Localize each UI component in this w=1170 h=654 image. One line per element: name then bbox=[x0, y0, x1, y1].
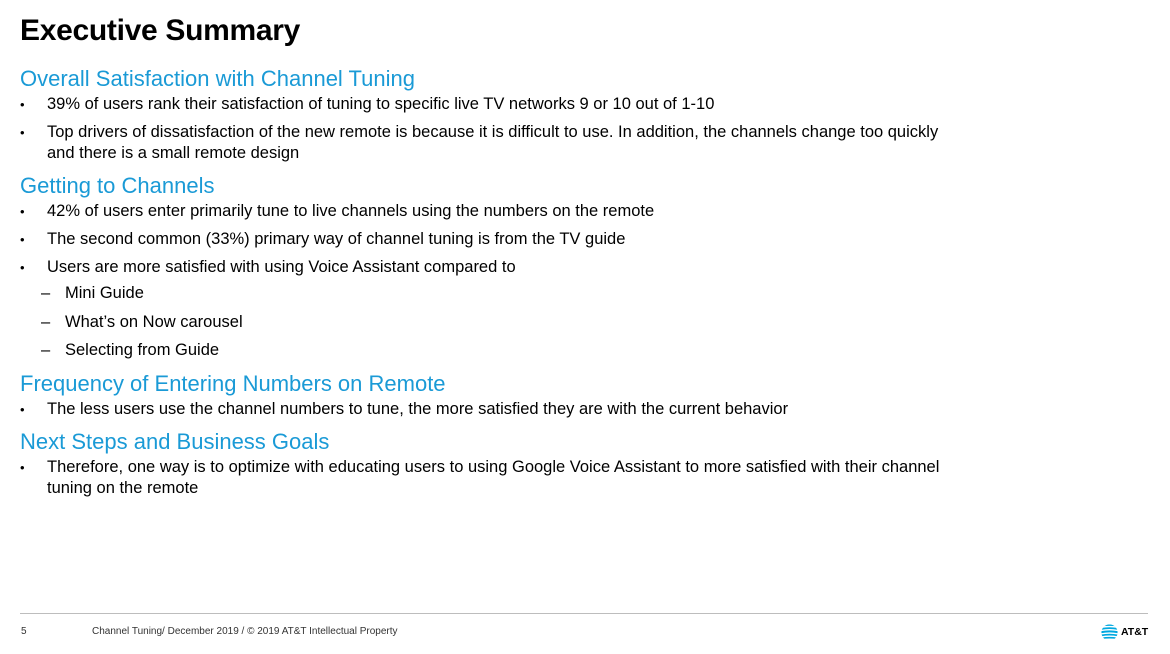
section-frequency-numbers bbox=[20, 369, 960, 420]
bullet-marker: • bbox=[20, 97, 25, 112]
slide-content bbox=[20, 64, 960, 506]
bullet-item bbox=[20, 229, 960, 250]
att-logo bbox=[1101, 623, 1148, 641]
bullet-marker: • bbox=[20, 401, 25, 417]
sub-bullet-text: Mini Guide bbox=[65, 284, 144, 302]
att-logo-text: AT&T bbox=[1121, 626, 1149, 638]
bullet-item bbox=[20, 122, 960, 164]
dash-marker: – bbox=[41, 312, 51, 331]
sub-bullet-item bbox=[20, 283, 960, 304]
dash-marker: – bbox=[41, 341, 51, 359]
bullet-marker: • bbox=[20, 232, 25, 247]
sub-bullet-item bbox=[20, 340, 960, 361]
bullet-text: Top drivers of dissatisfaction of the new remote is because it is difficult to use. In addition, the channels change too quickly and there is a small remote design bbox=[47, 123, 939, 162]
sub-bullet-text: Selecting from Guide bbox=[65, 341, 220, 359]
bullet-marker: • bbox=[20, 260, 25, 275]
bullet-marker: • bbox=[20, 459, 25, 475]
bullet-list bbox=[20, 201, 960, 278]
footer-divider bbox=[20, 613, 1148, 614]
sub-bullet-item bbox=[20, 312, 960, 333]
sub-bullet-text: What’s on Now carousel bbox=[65, 312, 243, 331]
section-heading: Frequency of Entering Numbers on Remote bbox=[20, 370, 446, 396]
section-heading: Next Steps and Business Goals bbox=[20, 428, 330, 454]
bullet-item bbox=[20, 457, 960, 499]
bullet-item bbox=[20, 399, 960, 420]
bullet-list bbox=[20, 399, 960, 420]
section-overall-satisfaction bbox=[20, 64, 960, 164]
att-globe-icon bbox=[1101, 624, 1118, 641]
bullet-item bbox=[20, 201, 960, 222]
bullet-marker: • bbox=[20, 204, 25, 219]
bullet-text: The second common (33%) primary way of channel tuning is from the TV guide bbox=[47, 230, 626, 248]
dash-marker: – bbox=[41, 284, 51, 302]
bullet-text: The less users use the channel numbers to tune, the more satisfied they are with the current behavior bbox=[47, 399, 789, 418]
bullet-marker: • bbox=[20, 125, 25, 140]
slide-title: Executive Summary bbox=[20, 14, 301, 47]
section-heading: Overall Satisfaction with Channel Tuning bbox=[20, 66, 415, 91]
bullet-list bbox=[20, 457, 960, 499]
bullet-item bbox=[20, 94, 960, 115]
section-getting-to-channels bbox=[20, 171, 960, 361]
bullet-list bbox=[20, 94, 960, 164]
section-next-steps bbox=[20, 427, 960, 499]
bullet-text: Users are more satisfied with using Voice Assistant compared to bbox=[47, 258, 516, 276]
bullet-text: Therefore, one way is to optimize with educating users to using Google Voice Assistant to more satisfied with their channel tuning on the remote bbox=[47, 457, 940, 497]
page-number: 5 bbox=[21, 626, 27, 637]
bullet-text: 39% of users rank their satisfaction of tuning to specific live TV networks 9 or 10 out of 1-10 bbox=[47, 95, 715, 113]
bullet-text: 42% of users enter primarily tune to live channels using the numbers on the remote bbox=[47, 202, 655, 220]
section-heading: Getting to Channels bbox=[20, 173, 215, 198]
bullet-item bbox=[20, 257, 960, 278]
sub-bullet-list bbox=[20, 283, 960, 361]
footer-text: Channel Tuning/ December 2019 / © 2019 AT&T Intellectual Property bbox=[92, 626, 398, 637]
